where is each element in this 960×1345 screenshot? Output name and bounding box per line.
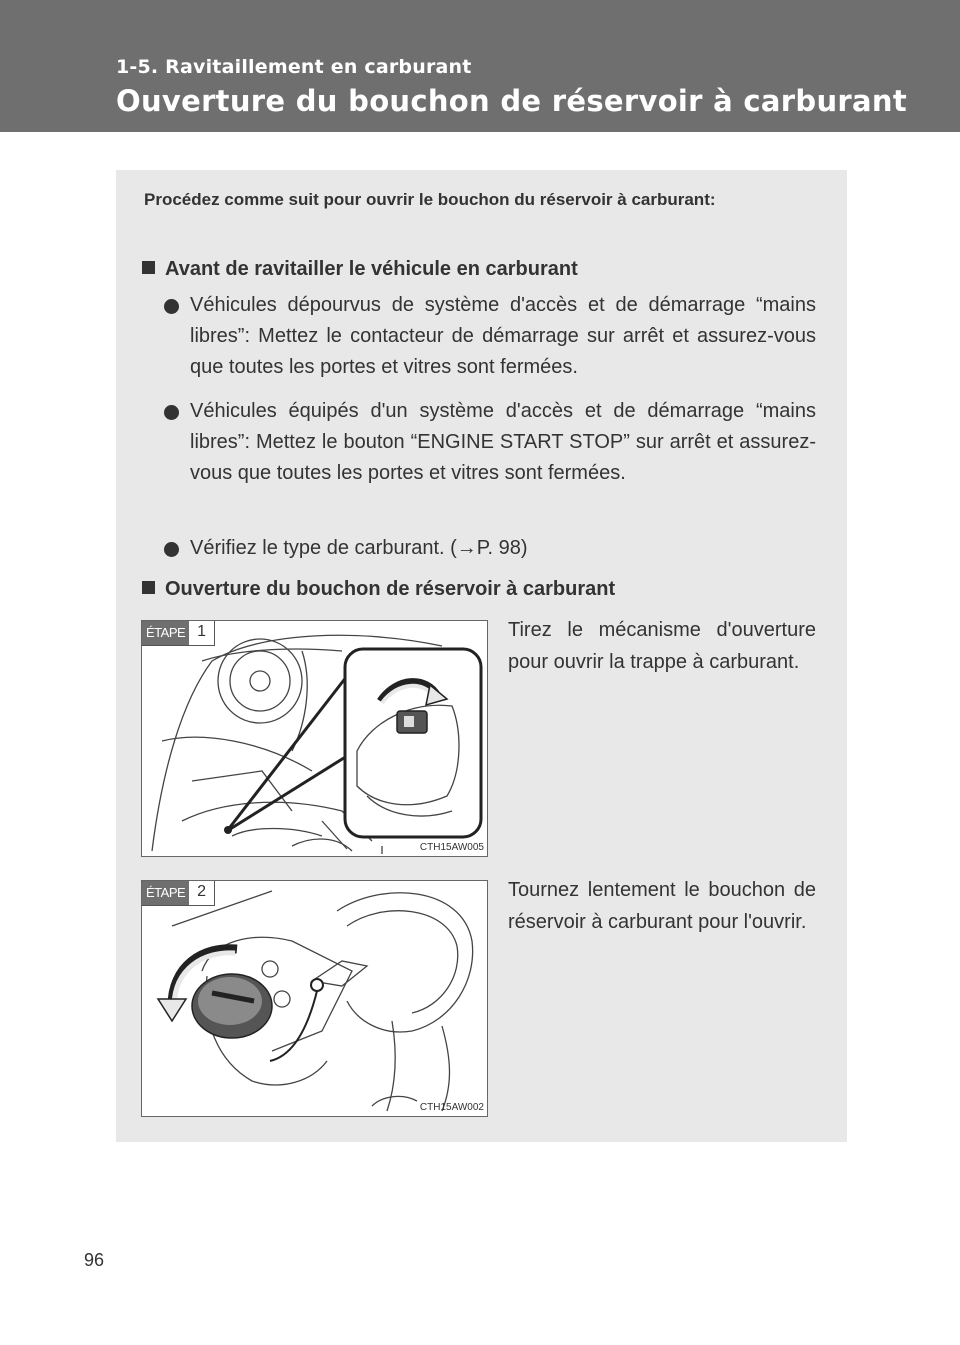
fuel-cap-illustration <box>142 881 488 1117</box>
step-badge <box>142 881 215 906</box>
square-bullet-icon <box>142 261 155 274</box>
step-badge-label: ÉTAPE <box>142 621 189 645</box>
bullet-item <box>164 396 816 489</box>
page-number: 96 <box>84 1250 105 1270</box>
subheading-before-refuel <box>142 258 578 281</box>
car-interior-illustration <box>142 621 488 857</box>
round-bullet-icon <box>164 542 179 557</box>
step-2-figure <box>141 880 488 1117</box>
square-bullet-icon <box>142 581 155 594</box>
bullet-text: Véhicules dépourvus de système d'accès et de démarrage “mains libres”: Mettez le contacteur de démarrage sur arrêt et assurez-vous que toutes les portes et vitres sont fermées. <box>190 294 816 378</box>
step-badge <box>142 621 215 646</box>
subheading-label: Ouverture du bouchon de réservoir à carburant <box>165 578 616 600</box>
intro-text: Procédez comme suit pour ouvrir le bouchon du réservoir à carburant: <box>144 190 716 209</box>
page-title: Ouverture du bouchon de réservoir à carburant <box>116 84 907 118</box>
step-badge-number: 2 <box>197 883 207 900</box>
step-2-text: Tournez lentement le bouchon de réservoir à carburant pour l'ouvrir. <box>508 879 816 933</box>
bullet-item <box>164 290 816 383</box>
subheading-opening-cap <box>142 578 615 601</box>
figure-code: CTH15AW005 <box>419 842 484 853</box>
step-badge-label: ÉTAPE <box>142 881 189 905</box>
step-1-figure <box>141 620 488 857</box>
subheading-label: Avant de ravitailler le véhicule en carburant <box>165 258 578 280</box>
bullet-text: Véhicules équipés d'un système d'accès et de démarrage “mains libres”: Mettez le bouton “ENGINE START STOP” sur arrêt et assurez-vous que toutes les portes et vitres sont fermées. <box>190 400 816 484</box>
round-bullet-icon <box>164 299 179 314</box>
round-bullet-icon <box>164 405 179 420</box>
section-label: 1-5. Ravitaillement en carburant <box>116 56 472 78</box>
figure-code: CTH15AW002 <box>419 1102 484 1113</box>
bullet-text: Vérifiez le type de carburant. (→P. 98) <box>190 537 528 559</box>
step-badge-number: 1 <box>197 623 207 640</box>
step-1-text: Tirez le mécanisme d'ouverture pour ouvrir la trappe à carburant. <box>508 619 816 673</box>
bullet-item <box>164 533 816 564</box>
